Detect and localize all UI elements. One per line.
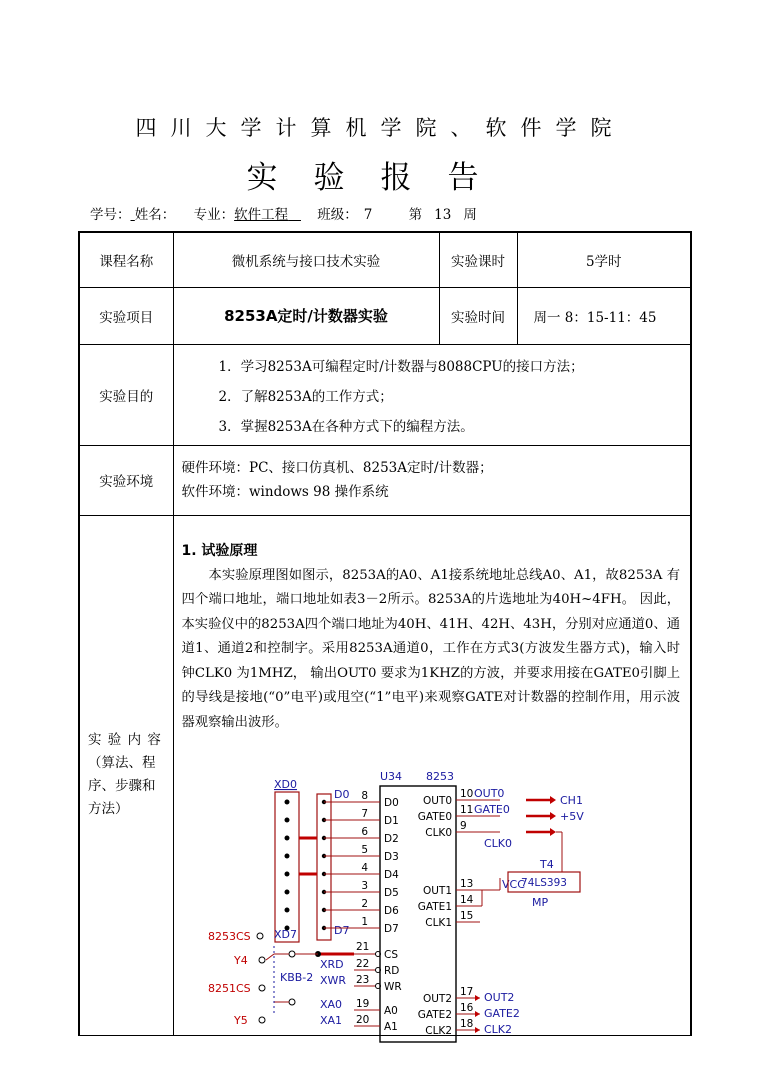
svg-text:2: 2 [360,897,368,910]
purpose-item: 1．学习8253A可编程定时/计数器与8088CPU的接口方法； [218,358,584,375]
svg-text:Y4: Y4 [233,953,248,967]
svg-text:XWR: XWR [319,973,346,987]
svg-text:MP: MP [531,895,548,909]
major-value: 软件工程 [234,207,289,223]
svg-text:19: 19 [355,997,369,1010]
purpose-list [173,344,691,445]
svg-text:6: 6 [360,825,368,838]
report-table [78,231,692,1036]
svg-text:10: 10 [459,787,473,800]
env-list [173,445,691,515]
svg-text:22: 22 [355,957,369,970]
svg-text:CLK0: CLK0 [424,826,452,839]
env-item: 硬件环境：PC、接口仿真机、8253A定时/计数器； [181,460,493,476]
circuit-schematic [204,764,624,1044]
svg-text:7: 7 [360,807,368,820]
svg-text:OUT0: OUT0 [473,786,504,800]
svg-text:OUT1: OUT1 [422,884,452,897]
hours-label: 实验课时 [439,232,517,287]
svg-text:D5: D5 [383,886,399,899]
svg-text:RD: RD [383,964,399,977]
week-value: 13 [434,207,452,223]
svg-text:A0: A0 [383,1004,398,1017]
svg-text:OUT0: OUT0 [422,794,452,807]
chip-name: 8253 [425,769,454,783]
student-info-line [90,203,477,223]
svg-text:CLK2: CLK2 [483,1022,512,1036]
svg-text:D2: D2 [383,832,399,845]
svg-text:GATE1: GATE1 [417,900,452,913]
svg-text:XA0: XA0 [319,997,342,1011]
svg-text:21: 21 [355,940,369,953]
svg-text:A1: A1 [383,1020,398,1033]
name-label: 姓名： [134,207,176,223]
hours-value: 5学时 [517,232,691,287]
week-prefix: 第 [408,207,423,223]
content-cell [173,515,691,1035]
svg-text:CLK0: CLK0 [483,836,512,850]
purpose-item: 2．了解8253A的工作方式； [218,388,393,405]
svg-text:16: 16 [459,1001,473,1014]
svg-text:8253CS: 8253CS [207,929,251,943]
svg-text:KBB-2: KBB-2 [279,970,313,984]
svg-text:5: 5 [360,843,368,856]
svg-text:1: 1 [360,915,368,928]
class-value: 7 [363,207,373,223]
env-item: 软件环境：windows 98 操作系统 [181,484,389,500]
student-id-label: 学号： [90,207,131,223]
school-title: 四川大学计算机学院、软件学院 [135,116,626,140]
svg-text:18: 18 [459,1017,473,1030]
project-label: 实验项目 [79,287,173,344]
svg-text:XA1: XA1 [319,1013,342,1027]
svg-text:CLK1: CLK1 [424,916,452,929]
class-label: 班级： [317,207,358,223]
time-label: 实验时间 [439,287,517,344]
purpose-label: 实验目的 [79,344,173,445]
svg-text:GATE2: GATE2 [417,1008,452,1021]
svg-text:9: 9 [459,819,467,832]
report-title: 实验报告 [246,160,515,196]
svg-text:OUT2: OUT2 [483,990,514,1004]
svg-text:17: 17 [459,985,473,998]
svg-text:GATE2: GATE2 [483,1006,520,1020]
svg-text:13: 13 [459,877,473,890]
svg-text:14: 14 [459,893,473,906]
svg-text:OUT2: OUT2 [422,992,452,1005]
time-value: 周一 8：15-11：45 [517,287,691,344]
course-name-label: 课程名称 [79,232,173,287]
svg-text:23: 23 [355,973,369,986]
content-label: 实 验 内 容 （算法、程 序、步骤和 方法） [79,515,173,1035]
project-value: 8253A定时/计数器实验 [173,287,439,344]
svg-text:20: 20 [355,1013,369,1026]
svg-text:CH1: CH1 [559,793,583,807]
env-label: 实验环境 [79,445,173,515]
svg-text:Y5: Y5 [233,1013,248,1027]
svg-text:CLK2: CLK2 [424,1024,452,1037]
svg-text:XRD: XRD [319,957,344,971]
svg-text:8: 8 [360,789,368,802]
svg-text:XD7: XD7 [273,927,297,941]
svg-text:D6: D6 [383,904,399,917]
svg-text:T4: T4 [539,857,554,871]
svg-text:D0: D0 [383,796,399,809]
svg-text:D3: D3 [383,850,399,863]
svg-text:11: 11 [459,803,473,816]
course-name: 微机系统与接口技术实验 [173,232,439,287]
xd0-label: XD0 [273,777,297,791]
d0-net-label: D0 [333,787,349,801]
major-label: 专业： [193,207,235,223]
svg-text:D7: D7 [383,922,399,935]
section-body: 本实验原理图如图示，8253A的A0、A1接系统地址总线A0、A1，故8253A 有四个端口地址，端口地址如表3－2所示。8253A的片选地址为40H~4FH。 因此， 本实验仪中的8253A四个端口地址为40H、41H、42H、43H，分别对应通道0、通道1、通道2和控制字。采用8253A通道0，工作在方式3(方波发生器方式)，输入时钟CLK0 为1MHZ， 输出OUT0 要求为1KHZ的方波，并要求用接在GATE0引脚上的导线是接地(“0”电平)或甩空(“1”电平)来观察GATE对计数器的控制作用，用示波器观察输出波形。 [181,567,680,730]
svg-text:8251CS: 8251CS [207,981,251,995]
svg-text:D1: D1 [383,814,399,827]
week-suffix: 周 [463,207,477,223]
svg-text:CS: CS [383,948,398,961]
counter-chip: 74LS393 [520,876,567,889]
svg-text:15: 15 [459,909,473,922]
d7-net-label: D7 [333,923,349,937]
svg-text:4: 4 [360,861,368,874]
svg-text:GATE0: GATE0 [417,810,452,823]
svg-text:VCC: VCC [501,877,525,891]
svg-text:GATE0: GATE0 [473,802,510,816]
svg-text:D4: D4 [383,868,399,881]
chip-ref: U34 [379,769,402,783]
svg-text:+5V: +5V [559,809,584,823]
section-heading: 1. 试验原理 [181,542,258,559]
svg-text:WR: WR [383,980,402,993]
purpose-item: 3．掌握8253A在各种方式下的编程方法。 [218,418,474,435]
svg-text:3: 3 [360,879,368,892]
